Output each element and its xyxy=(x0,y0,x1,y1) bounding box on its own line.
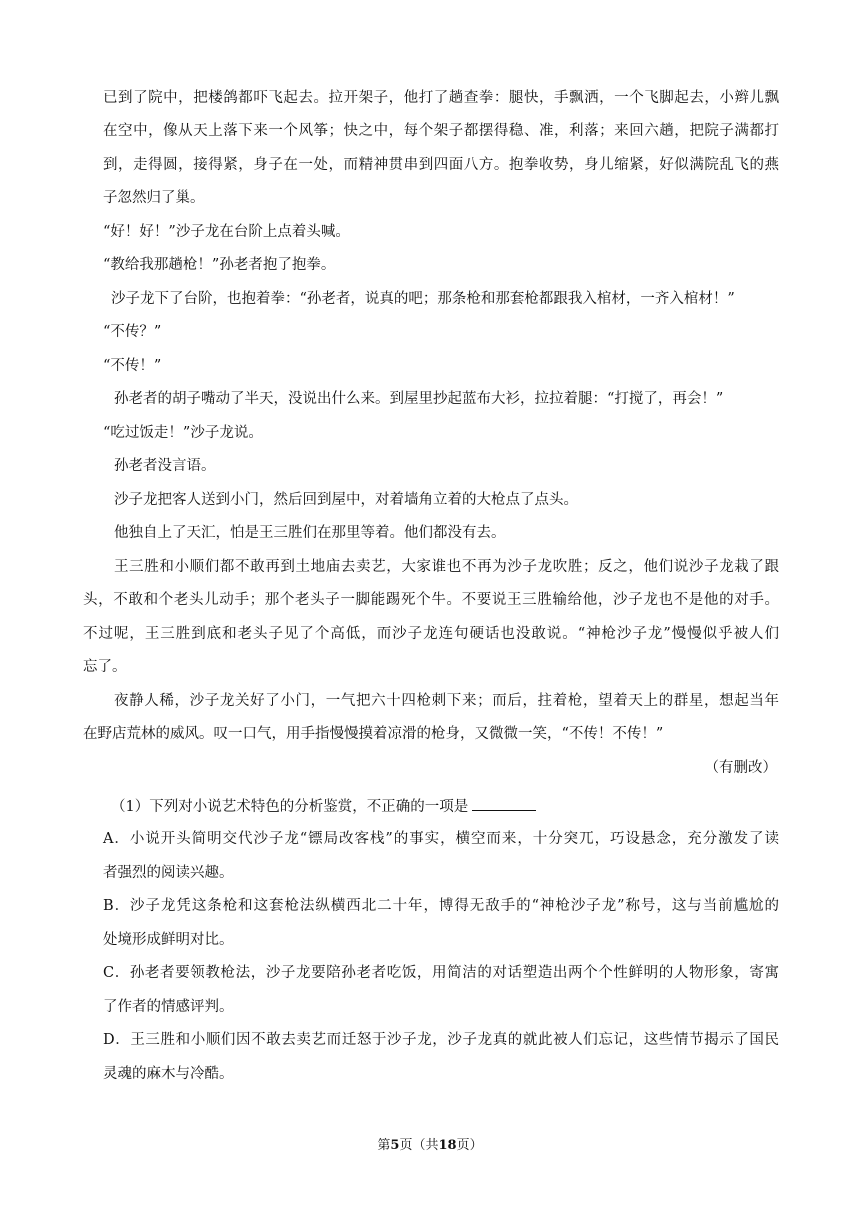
story-line: 不过呢，王三胜到底和老头子见了个高低，而沙子龙连句硬话也没敢说。“神枪沙子龙”慢慢似乎被人们 xyxy=(83,626,779,642)
option-line: A．小说开头简明交代沙子龙“镖局改客栈”的事实，横空而来，十分突兀，巧设悬念，充分激发了读 xyxy=(103,831,779,847)
question-stem: （1）下列对小说艺术特色的分析鉴赏，不正确的一项是 xyxy=(111,796,536,817)
option-line: C．孙老者要领教枪法，沙子龙要陪孙老者吃饭，用简洁的对话塑造出两个个性鲜明的人物形象，寄寓 xyxy=(103,965,779,981)
story-line: “不传！” xyxy=(103,358,162,374)
option-line: 灵魂的麻木与冷酷。 xyxy=(103,1066,234,1082)
story-line: “吃过饭走！”沙子龙说。 xyxy=(103,425,263,441)
option-line: 了作者的情感评判。 xyxy=(103,999,234,1015)
story-line: 他独自上了天汇，怕是王三胜们在那里等着。他们都没有去。 xyxy=(114,525,506,541)
story-line: 在空中，像从天上落下来一个风筝；快之中，每个架子都摆得稳、准，利落；来回六趟，把院子满都打 xyxy=(103,123,779,139)
story-line: 到，走得圆，接得紧，身子在一处，而精神贯串到四面八方。抱拳收势，身儿缩紧，好似满院乱飞的燕 xyxy=(103,157,779,173)
story-line: 王三胜和小顺们都不敢再到土地庙去卖艺，大家谁也不再为沙子龙吹胜；反之，他们说沙子龙栽了跟 xyxy=(114,559,779,575)
option-line: B．沙子龙凭这条枪和这套枪法纵横西北二十年，博得无敌手的“神枪沙子龙”称号，这与当前尴尬的 xyxy=(103,898,779,914)
story-line: 忘了。 xyxy=(83,659,127,675)
story-line: 夜静人稀，沙子龙关好了小门，一气把六十四枪刺下来；而后，拄着枪，望着天上的群星，想起当年 xyxy=(114,693,779,709)
story-line: 孙老者的胡子嘴动了半天，没说出什么来。到屋里抄起蓝布大衫，拉拉着腿：“打搅了，再会！” xyxy=(114,391,724,407)
answer-blank xyxy=(472,796,536,811)
revision-note: （有删改） xyxy=(704,760,777,776)
page-footer: 第5页（共18页） xyxy=(377,1138,483,1153)
option-line: 者强烈的阅读兴趣。 xyxy=(103,865,234,881)
story-line: 子忽然归了巢。 xyxy=(103,190,205,206)
page-number: 5 xyxy=(390,1138,400,1153)
story-line: “不传？” xyxy=(103,324,162,340)
page-total: 18 xyxy=(438,1138,457,1153)
story-line: “好！好！”沙子龙在台阶上点着头喊。 xyxy=(103,224,350,240)
option-line: 处境形成鲜明对比。 xyxy=(103,932,234,948)
story-line: 沙子龙下了台阶，也抱着拳：“孙老者，说真的吧；那条枪和那套枪都跟我入棺材，一齐入棺材！” xyxy=(111,291,735,307)
story-line: 在野店荒林的威风。叹一口气，用手指慢慢摸着凉滑的枪身，又微微一笑，“不传！不传！” xyxy=(83,726,664,742)
story-line: “教给我那趟枪！”孙老者抱了抱拳。 xyxy=(103,257,336,273)
story-line: 已到了院中，把楼鸽都吓飞起去。拉开架子，他打了趟查拳：腿快，手飘洒，一个飞脚起去，小辫儿飘 xyxy=(103,90,779,106)
story-line: 沙子龙把客人送到小门，然后回到屋中，对着墙角立着的大枪点了点头。 xyxy=(114,492,578,508)
option-line: D．王三胜和小顺们因不敢去卖艺而迁怒于沙子龙，沙子龙真的就此被人们忘记，这些情节揭示了国民 xyxy=(103,1032,779,1048)
story-line: 孙老者没言语。 xyxy=(114,458,216,474)
story-line: 头，不敢和个老头儿动手；那个老头子一脚能踢死个牛。不要说王三胜输给他，沙子龙也不是他的对手。 xyxy=(83,592,779,608)
